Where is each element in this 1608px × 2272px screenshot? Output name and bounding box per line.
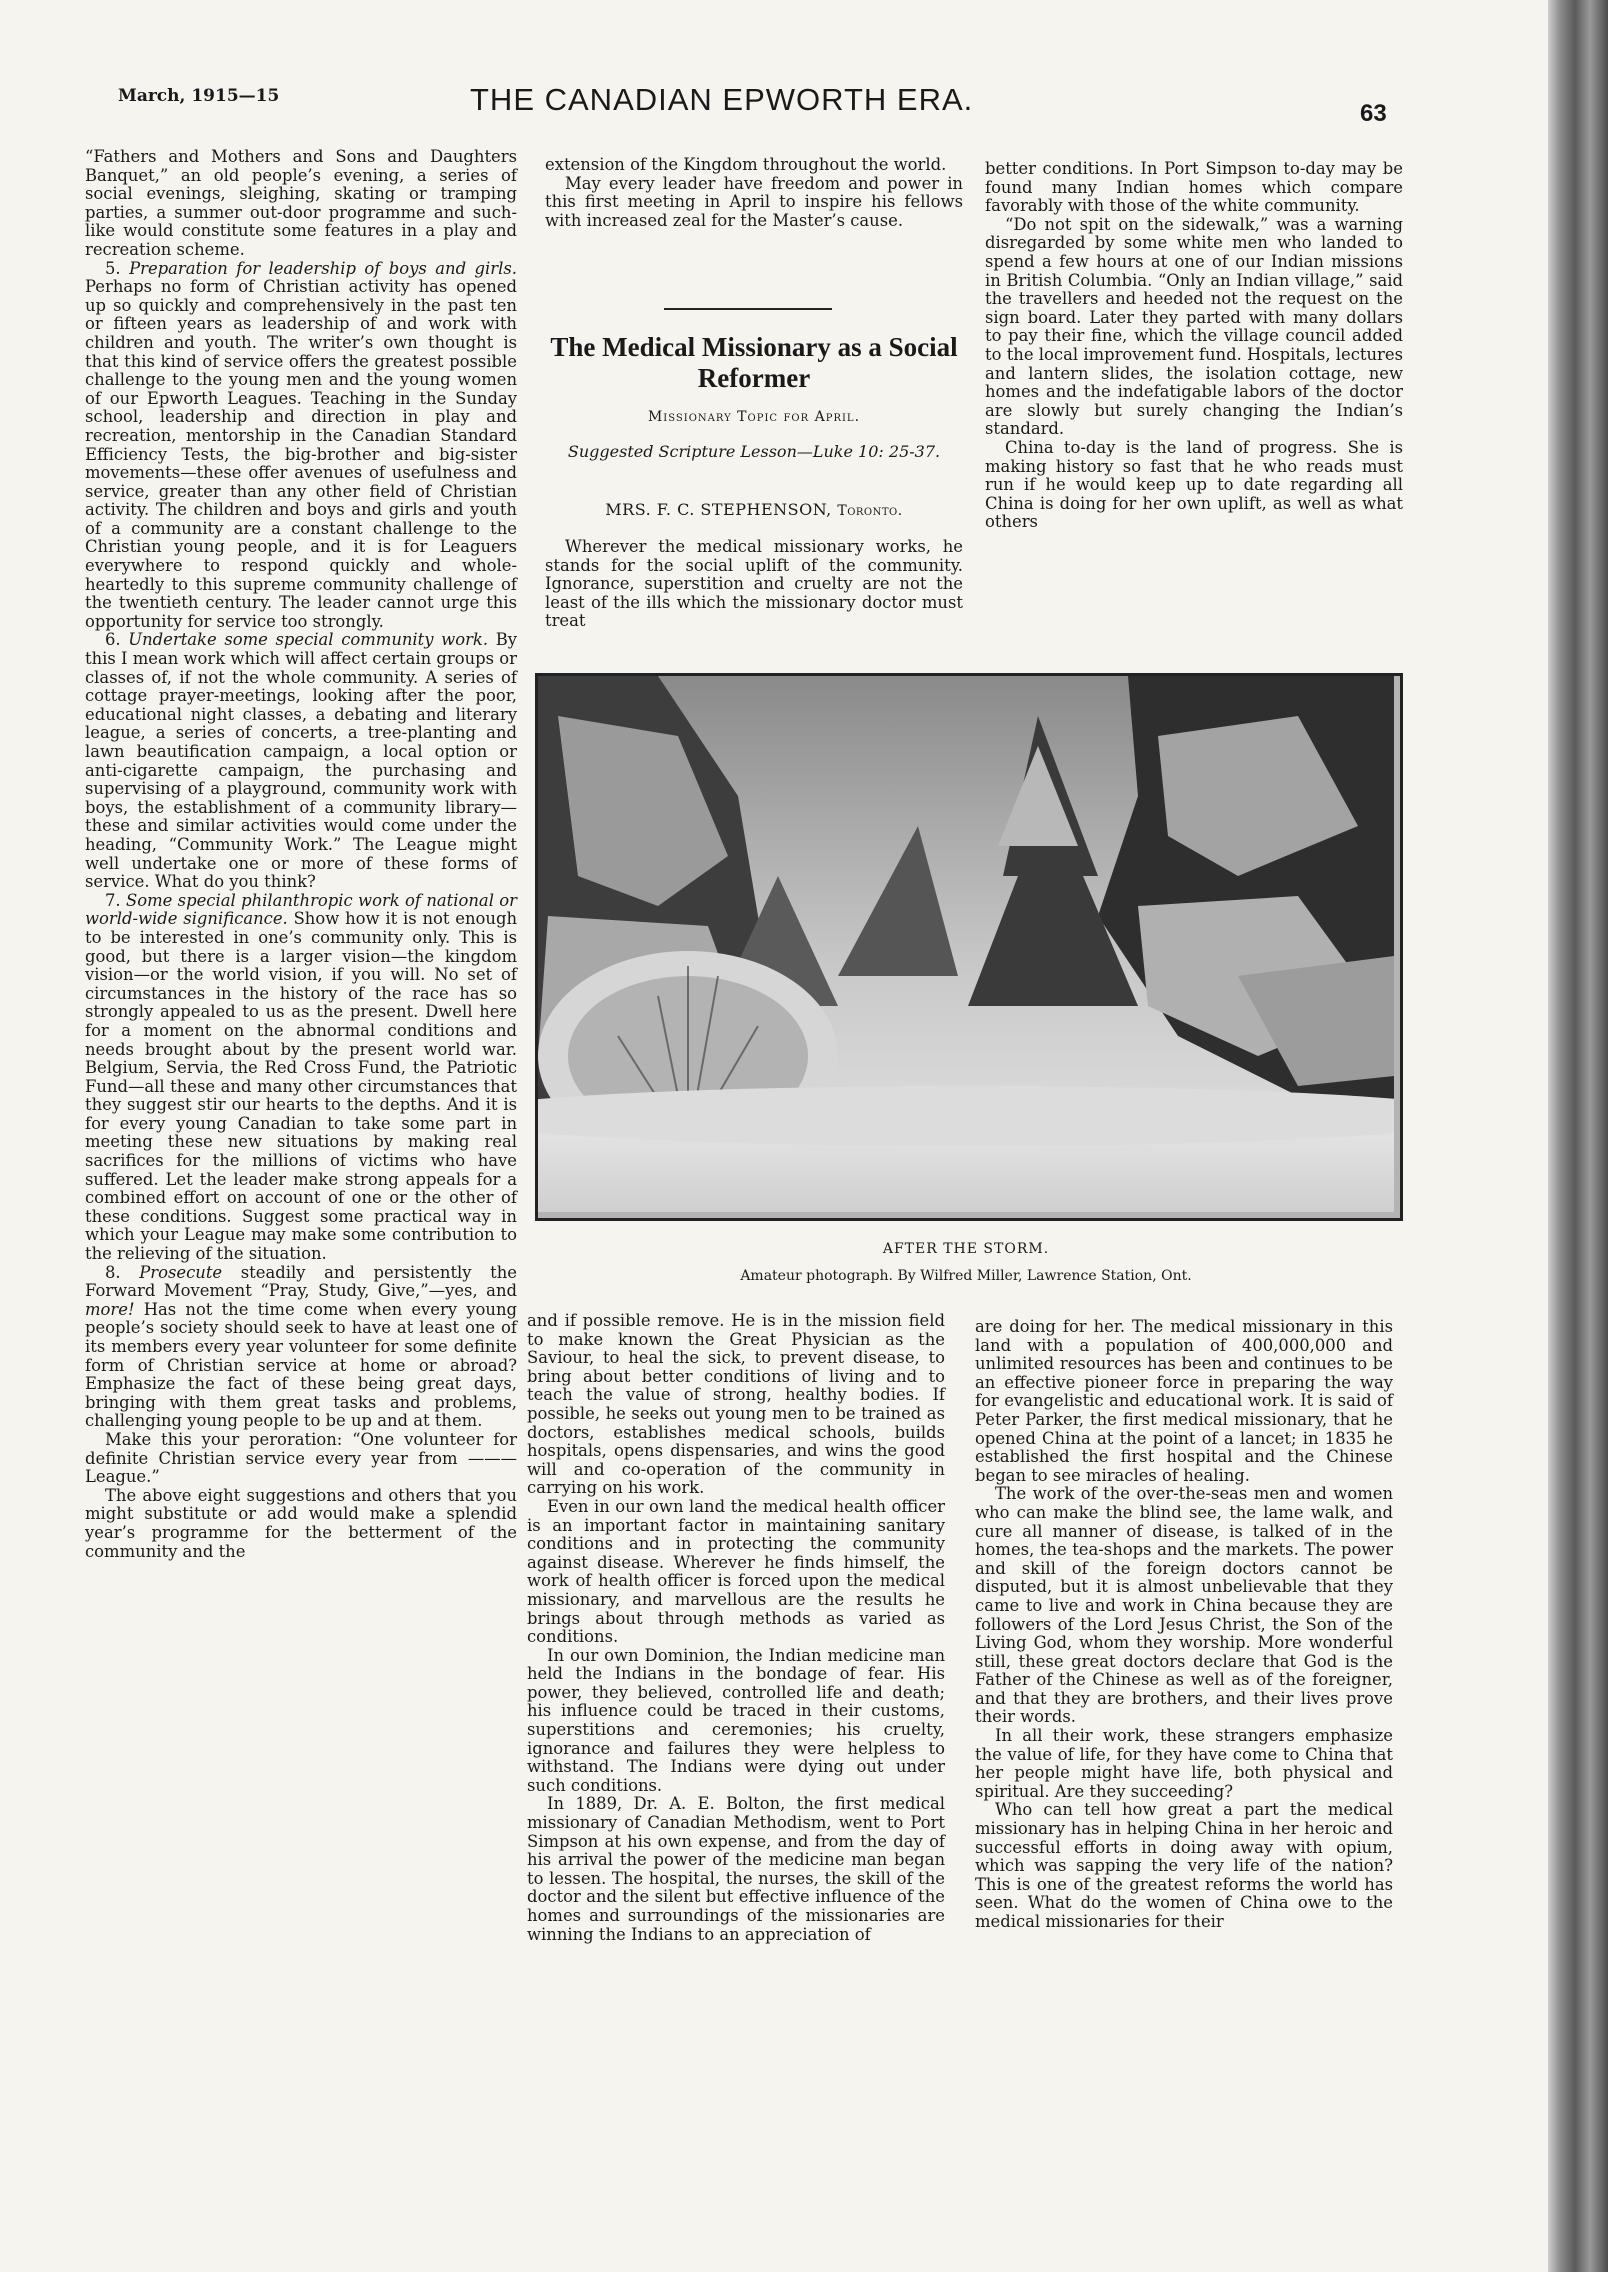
- article-byline: [545, 500, 963, 519]
- text-run: and if possible remove. He is in the mission field to make known the Great Physician as the Saviour, to heal the sick, to prevent disease, to bring about better conditions of living and to teach the value of strong, healthy bodies. If possible, he seeks out young men to be trained as doctors, establishes medical schools, builds hospitals, opens dispensaries, and wins the good will and co-operation of the community in carrying on his work.: [527, 1311, 945, 1498]
- text-run: In our own Dominion, the Indian medicine man held the Indians in the bondage of fear. His power, they believed, controlled life and death; his influence could be traced in their customs, superstitions and ceremonies; his cruelty, ignorance and failures they were helpless to withstand. The Indians were dying out under such conditions.: [527, 1645, 945, 1795]
- italic-text: Preparation for leadership of boys and girls.: [129, 258, 517, 278]
- text-run: Wherever the medical missionary works, he stands for the social uplift of the community. Ignorance, superstition and cruelty are not the least of the ills which the missionary doctor must treat: [545, 537, 963, 631]
- paragraph: [545, 175, 963, 231]
- column-2-article-intro: [545, 538, 963, 631]
- italic-text: Undertake some special community work.: [128, 630, 489, 650]
- paragraph: [985, 216, 1403, 439]
- text-run: In all their work, these strangers emphasize the value of life, for they have come to China that her people might have life, both physical and spiritual. Are they succeeding?: [975, 1726, 1393, 1801]
- paragraph: [545, 156, 963, 175]
- photo-caption: AFTER THE STORM.: [882, 1241, 1050, 1257]
- snow-forest-photograph: [535, 673, 1403, 1221]
- text-run: 6.: [105, 630, 129, 650]
- photo-credit: Amateur photograph. By Wilfred Miller, Lawrence Station, Ont.: [740, 1268, 1192, 1284]
- masthead-title: THE CANADIAN EPWORTH ERA.: [470, 82, 974, 117]
- text-run: Who can tell how great a part the medical missionary has in helping China in her heroic and successful efforts in doing away with opium, which was sapping the very life of the nation? This is one of the greatest reforms the world has seen. What do the women of China owe to the medical missionaries for their: [975, 1800, 1393, 1931]
- text-run: Even in our own land the medical health officer is an important factor in maintaining sanitary conditions and in protecting the community against disease. Wherever he finds himself, the work of health officer is forced upon the medical missionary, and marvellous are the results he brings about through methods as varied as conditions.: [527, 1496, 945, 1647]
- paragraph: [85, 260, 517, 632]
- text-run: Perhaps no form of Christian activity has opened up so quickly and comprehensively in the past ten or fifteen years as leadership of and work with children and youth. The writer’s own thought is that this kind of service offers the greatest possible challenge to the young men and the young women of our Epworth Leagues. Teaching in the Sunday school, leadership and direction in play and recreation, mentorship in the Canadian Standard Efficiency Tests, the big-brother and big-sister movements—these offer avenues of usefulness and service, greater than any other field of Christian activity. The children and boys and girls and youth of a community are a constant challenge to the Christian young people, and it is for Leaguers everywhere to respond quickly and whole-heartedly to this supreme community challenge of the twentieth century. The leader cannot urge this opportunity for service too strongly.: [85, 277, 517, 631]
- paragraph: [527, 1312, 945, 1498]
- paragraph: [85, 1487, 517, 1561]
- text-run: May every leader have freedom and power in this first meeting in April to inspire his fellows with increased zeal for the Master’s cause.: [545, 173, 963, 230]
- article-scripture-lesson: Suggested Scripture Lesson—Luke 10: 25-37.: [567, 442, 941, 461]
- column-2-bottom-text: [527, 1312, 945, 1944]
- italic-text: more!: [85, 1299, 135, 1319]
- text-run: 8.: [105, 1262, 140, 1282]
- paragraph: [545, 538, 963, 631]
- text-run: are doing for her. The medical missionary in this land with a population of 400,000,000 and unlimited resources has been and continues to be an effective pioneer force in preparing the way for evangelistic and educational work. It is said of Peter Parker, the first medical missionary, that he opened China at the point of a lancet; in 1835 he established the first hospital and the Chinese began to see miracles of healing.: [975, 1317, 1393, 1485]
- paragraph: [985, 439, 1403, 532]
- text-run: 7.: [105, 890, 126, 910]
- text-run: “Fathers and Mothers and Sons and Daughters Banquet,” an old people’s evening, a series of social evenings, sleighing, skating or tramping parties, a summer out-door programme and such-like would constitute some features in a play and recreation scheme.: [85, 147, 517, 259]
- paragraph: [85, 1264, 517, 1431]
- paragraph: [527, 1795, 945, 1944]
- paragraph: [527, 1498, 945, 1647]
- paragraph: [85, 631, 517, 891]
- text-run: By this I mean work which will affect certain groups or classes of, if not the whole community. A series of cottage prayer-meetings, looking after the poor, educational night classes, a debating and literary league, a series of concerts, a tree-planting and lawn beautification campaign, a local option or anti-cigarette campaign, the purchasing and supervising of a playground, community work with boys, the establishment of a community library—these and similar activities would come under the heading, “Community Work.” The League might well undertake one or more of these forms of service. What do you think?: [85, 630, 517, 892]
- author-name: MRS. F. C. STEPHENSON,: [605, 500, 832, 519]
- text-run: steadily and persistently the Forward Movement “Pray, Study, Give,”—yes, and: [85, 1262, 517, 1301]
- text-run: China to-day is the land of progress. She is making history so fast that he who reads must run if he would keep up to date regarding all China is doing for her own uplift, as well as what others: [985, 437, 1403, 532]
- paragraph: [975, 1485, 1393, 1727]
- issue-date: March, 1915—15: [118, 86, 280, 106]
- photo-illustration: [538, 676, 1394, 1212]
- paragraph: [975, 1727, 1393, 1801]
- paragraph: [975, 1801, 1393, 1931]
- text-run: better conditions. In Port Simpson to-day may be found many Indian homes which compare favorably with those of the white community.: [985, 159, 1403, 216]
- italic-text: Prosecute: [139, 1262, 223, 1282]
- section-divider: [664, 308, 832, 310]
- column-2-top-text: [545, 156, 963, 230]
- page-number: 63: [1360, 100, 1387, 127]
- article-title: The Medical Missionary as a Social Reformer: [550, 332, 958, 393]
- text-run: The above eight suggestions and others that you might substitute or add would make a splendid year’s programme for the betterment of the community and the: [85, 1485, 517, 1561]
- text-run: 5.: [105, 258, 130, 278]
- paragraph: [85, 1431, 517, 1487]
- text-run: extension of the Kingdom throughout the world.: [545, 155, 947, 174]
- article-topic: Missionary Topic for April.: [647, 409, 861, 425]
- text-run: Make this your peroration: “One volunteer for definite Christian service every year from ——— League.”: [85, 1429, 517, 1487]
- italic-text: Some special philanthropic work of national or world-wide significance.: [85, 890, 517, 929]
- paragraph: [975, 1318, 1393, 1485]
- paragraph: [85, 892, 517, 1264]
- text-run: The work of the over-the-seas men and women who can make the blind see, the lame walk, and cure all manner of disease, is talked of in the homes, the tea-shops and the markets. The power and skill of the foreign doctors cannot be disputed, but it is almost unbelievable that they came to live and work in China because they are followers of the Lord Jesus Christ, the Son of the Living God, whom they worship. More wonderful still, these great doctors declare that God is the Father of the Chinese as well as of the foreigner, and that they are brothers, and their lives prove their words.: [975, 1484, 1393, 1727]
- book-binding-edge: [1548, 0, 1608, 2272]
- text-run: In 1889, Dr. A. E. Bolton, the first medical missionary of Canadian Methodism, went to Port Simpson at his own expense, and from the day of his arrival the power of the medicine man began to lessen. The hospital, the nurses, the skill of the doctor and the silent but effective influence of the homes and surroundings of the missionaries are winning the Indians to an appreciation of: [527, 1794, 945, 1944]
- column-3-top-text: [985, 160, 1403, 532]
- paragraph: [985, 160, 1403, 216]
- text-run: “Do not spit on the sidewalk,” was a warning disregarded by some white men who landed to spend a few hours at one of our Indian missions in British Columbia. “Only an Indian village,” said the travellers and heeded not the request on the sign board. Later they parted with many dollars to pay their fine, which the village council added to the local improvement fund. Hospitals, lectures and lantern slides, the isolation cottage, new homes and the indefatigable labors of the doctor are slowly but surely changing the Indian’s standard.: [985, 214, 1403, 439]
- column-3-bottom-text: [975, 1318, 1393, 1932]
- author-place: Toronto.: [837, 503, 903, 519]
- paragraph: [527, 1647, 945, 1796]
- column-1-text: [85, 148, 517, 1561]
- paragraph: [85, 148, 517, 260]
- text-run: Has not the time come when every young people’s society should seek to have at least one of its members every year volunteer for some definite form of Christian service at home or abroad? Emphasize the fact of these being great days, bringing with them great tasks and problems, challenging young people to be up and at them.: [85, 1299, 517, 1431]
- text-run: Show how it is not enough to be interested in one’s community only. This is good, but there is a larger vision—the kingdom vision—or the world vision, if you will. No set of circumstances in the history of the race has so strongly appealed to us as the present. Dwell here for a moment on the abnormal conditions and needs brought about by the present world war. Belgium, Servia, the Red Cross Fund, the Patriotic Fund—all these and many other circumstances that they suggest stir our hearts to the depths. And it is for every young Canadian to take some part in meeting these new situations by making real sacrifices for the millions of victims who have suffered. Let the leader make strong appeals for a combined effort on account of one or the other of these conditions. Suggest some practical way in which your League may make some contribution to the relieving of the situation.: [85, 909, 518, 1264]
